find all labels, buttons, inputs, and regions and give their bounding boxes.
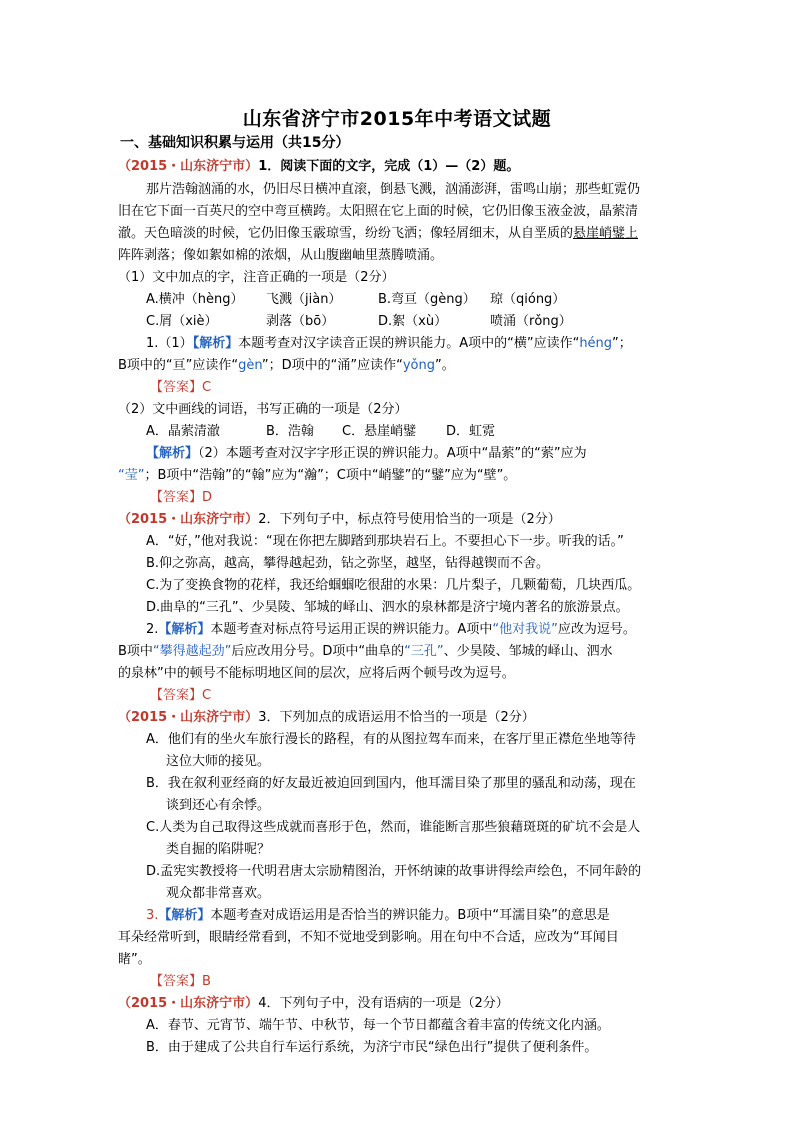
explanation-text: 本题考查对汉字读音正误的辨识能力。A项中的“横”应读作“ — [238, 336, 580, 351]
explanation-text: 、少昊陵、邹城的峄山、泗水 — [443, 644, 613, 659]
option-a2: 飞溅（jiàn） — [266, 292, 342, 307]
explanation-text: ”； — [612, 336, 632, 351]
pinyin: yǒng — [402, 358, 435, 373]
page-title: 山东省济宁市2015年中考语文试题 — [242, 108, 552, 130]
explanation-number: 3. — [146, 908, 159, 923]
passage-line: 旧在它下面一百英尺的空中弯亘横跨。太阳照在它上面的时候，它仍旧像玉液金波，晶萦清 — [118, 204, 639, 219]
passage-line: 阵阵剥落；像如絮如棉的浓烟，从山腹幽岫里蒸腾喷涌。 — [118, 248, 444, 263]
explanation-line: 睹”。 — [118, 952, 151, 967]
underlined-word: 悬崖峭鐾上 — [573, 226, 639, 241]
option-b: B.弯亘（gèng） — [378, 292, 476, 307]
explanation-text: 本题考查对成语运用是否恰当的辨识能力。B项中“耳濡目染”的意思是 — [210, 908, 610, 923]
option-row — [146, 291, 566, 309]
option-row — [146, 313, 572, 331]
section-heading: 一、基础知识积累与运用（共15分） — [120, 135, 350, 151]
question-text: 2．下列句子中，标点符号使用恰当的一项是（2分） — [258, 512, 561, 527]
explanation-line: 耳朵经常听到，眼睛经常看到，不知不觉地受到影响。用在句中不合适，应改为“耳闻目 — [118, 930, 619, 945]
explanation-text: ；B项中“浩翰”的“翰”应为“瀚”；C项中“峭鐾”的“鐾”应为“壁”。 — [144, 468, 517, 483]
option-d: D.曲阜的“三孔”、少昊陵、邹城的峄山、泗水的泉林都是济宁境内著名的旅游景点。 — [146, 600, 629, 615]
question-2-stem — [118, 511, 561, 529]
pinyin: gèn — [238, 358, 262, 373]
highlight-text: “攀得越起劲” — [152, 644, 232, 659]
explanation-text: 后应改用分号。D项中“曲阜的 — [231, 644, 405, 659]
explanation-line — [146, 335, 632, 353]
explanation-number: 1.（1） — [146, 336, 193, 351]
source-tag: （2015・山东济宁市） — [118, 512, 259, 527]
option-c: C.屑（xiè） — [146, 314, 218, 329]
option-d: D.孟宪实教授将一代明君唐太宗励精图治，开怀纳谏的故事讲得绘声绘色，不同年龄的 — [146, 864, 642, 879]
option-a-cont: 这位大师的接见。 — [166, 754, 271, 769]
explanation-line — [146, 907, 610, 925]
option-a: A.横冲（hèng） — [146, 292, 244, 307]
option-b-cont: 谈到还心有余悸。 — [166, 798, 271, 813]
explanation-line — [118, 643, 613, 661]
explanation-text: ”；D项中的“涌”应读作“ — [261, 358, 403, 373]
option-d2: 喷涌（rǒng） — [490, 314, 572, 329]
option-c-cont: 类自掘的陷阱呢？ — [166, 842, 271, 857]
explanation-text: 本题考查对标点符号运用正误的辨识能力。A项中 — [210, 622, 493, 637]
option-c: C.为了变换食物的花样，我还给蝈蝈吃很甜的水果：几片梨子，几颗葡萄，几块西瓜。 — [146, 578, 641, 593]
highlight-text: “他对我说” — [492, 622, 558, 637]
question-3-stem — [118, 709, 535, 727]
question-text: 1．阅读下面的文字，完成（1）—（2）题。 — [258, 159, 520, 174]
explanation-label: 【解析】 — [192, 336, 239, 351]
question-4-stem — [118, 995, 509, 1013]
option-b: B．我在叙利亚经商的好友最近被迫回到国内，他耳濡目染了那里的骚乱和动荡，现在 — [146, 776, 636, 791]
explanation-text: （2）本题考查对汉字字形正误的辨识能力。A项中“晶萦”的“萦”应为 — [198, 446, 587, 461]
highlight-text: “三孔” — [404, 644, 444, 659]
sub-question-1: （1）文中加点的字，注音正确的一项是（2分） — [118, 270, 395, 285]
pinyin: héng — [579, 336, 613, 351]
option-d: D.絮（xù） — [378, 314, 448, 329]
explanation-label: 【解析】 — [146, 446, 199, 461]
question-text: 3．下列加点的成语运用不恰当的一项是（2分） — [258, 710, 535, 725]
option-d-cont: 观众都非常喜欢。 — [166, 886, 271, 901]
option-a: A．他们有的坐火车旅行漫长的路程，有的从图拉驾车而来，在客厅里正襟危坐地等待 — [146, 732, 636, 747]
explanation-text: B项中 — [118, 644, 153, 659]
passage-text: 澈。天色暗淡的时候，它仍旧像玉霰琼雪，纷纷飞洒；像轻屑细末，从自垩质的 — [118, 226, 574, 241]
option-b: B．由于建成了公共自行车运行系统，为济宁市民“绿色出行”提供了便利条件。 — [146, 1040, 598, 1055]
explanation-text: ”。 — [435, 358, 455, 373]
answer-line — [150, 379, 211, 397]
passage-line: 那片浩翰汹涌的水，仍旧尽日横冲直滚，倒悬飞溅，汹涌澎湃，雷鸣山崩；那些虹霓仍 — [146, 182, 641, 197]
explanation-label: 【解析】 — [158, 908, 211, 923]
source-tag: （2015・山东济宁市） — [118, 996, 259, 1011]
explanation-line — [118, 357, 455, 375]
answer-label: 【答案】 — [150, 688, 203, 703]
answer-value: B — [202, 974, 211, 989]
explanation-label: 【解析】 — [158, 622, 211, 637]
explanation-line — [146, 445, 587, 463]
option-c2: 剥落（bō） — [266, 314, 335, 329]
question-1-stem — [118, 158, 519, 176]
option-d: D．虹霓 — [446, 424, 496, 439]
answer-line — [150, 489, 212, 507]
passage-line — [118, 225, 638, 243]
option-b: B．浩翰 — [266, 424, 314, 439]
answer-value: C — [202, 688, 212, 703]
answer-label: 【答案】 — [150, 380, 203, 395]
answer-line — [150, 973, 211, 991]
explanation-number: 2. — [146, 622, 159, 637]
option-c: C．悬崖峭鐾 — [342, 424, 417, 439]
explanation-text: 应改为逗号。 — [557, 622, 636, 637]
explanation-line — [146, 621, 636, 639]
answer-value: C — [202, 380, 212, 395]
option-c: C.人类为自己取得这些成就而喜形于色，然而，谁能断言那些狼藉斑斑的矿坑不会是人 — [146, 820, 641, 835]
answer-label: 【答案】 — [150, 490, 203, 505]
sub-question-2: （2）文中画线的词语，书写正确的一项是（2分） — [118, 402, 408, 417]
source-tag: （2015・山东济宁市） — [118, 710, 259, 725]
explanation-line: 的泉林”中的顿号不能标明地区间的层次，应将后两个顿号改为逗号。 — [118, 666, 515, 681]
option-b: B.仰之弥高，越高，攀得越起劲，钻之弥坚，越坚，钻得越锲而不舍。 — [146, 556, 550, 571]
answer-line — [150, 687, 211, 705]
answer-label: 【答案】 — [150, 974, 203, 989]
question-text: 4．下列句子中，没有语病的一项是（2分） — [258, 996, 509, 1011]
answer-value: D — [202, 490, 213, 505]
explanation-line — [118, 467, 516, 485]
option-a: A．晶萦清澈 — [146, 424, 220, 439]
source-tag: （2015・山东济宁市） — [118, 159, 259, 174]
highlight-text: “莹” — [118, 468, 145, 483]
explanation-text: B项中的“亘”应读作“ — [118, 358, 239, 373]
option-a: A．春节、元宵节、端午节、中秋节，每一个节日都蕴含着丰富的传统文化内涵。 — [146, 1018, 610, 1033]
option-row — [146, 423, 496, 441]
option-a: A．“好，”他对我说：“现在你把左脚踏到那块岩石上。不要担心下一步。听我的话。” — [146, 534, 624, 549]
option-b2: 琼（qióng） — [490, 292, 566, 307]
